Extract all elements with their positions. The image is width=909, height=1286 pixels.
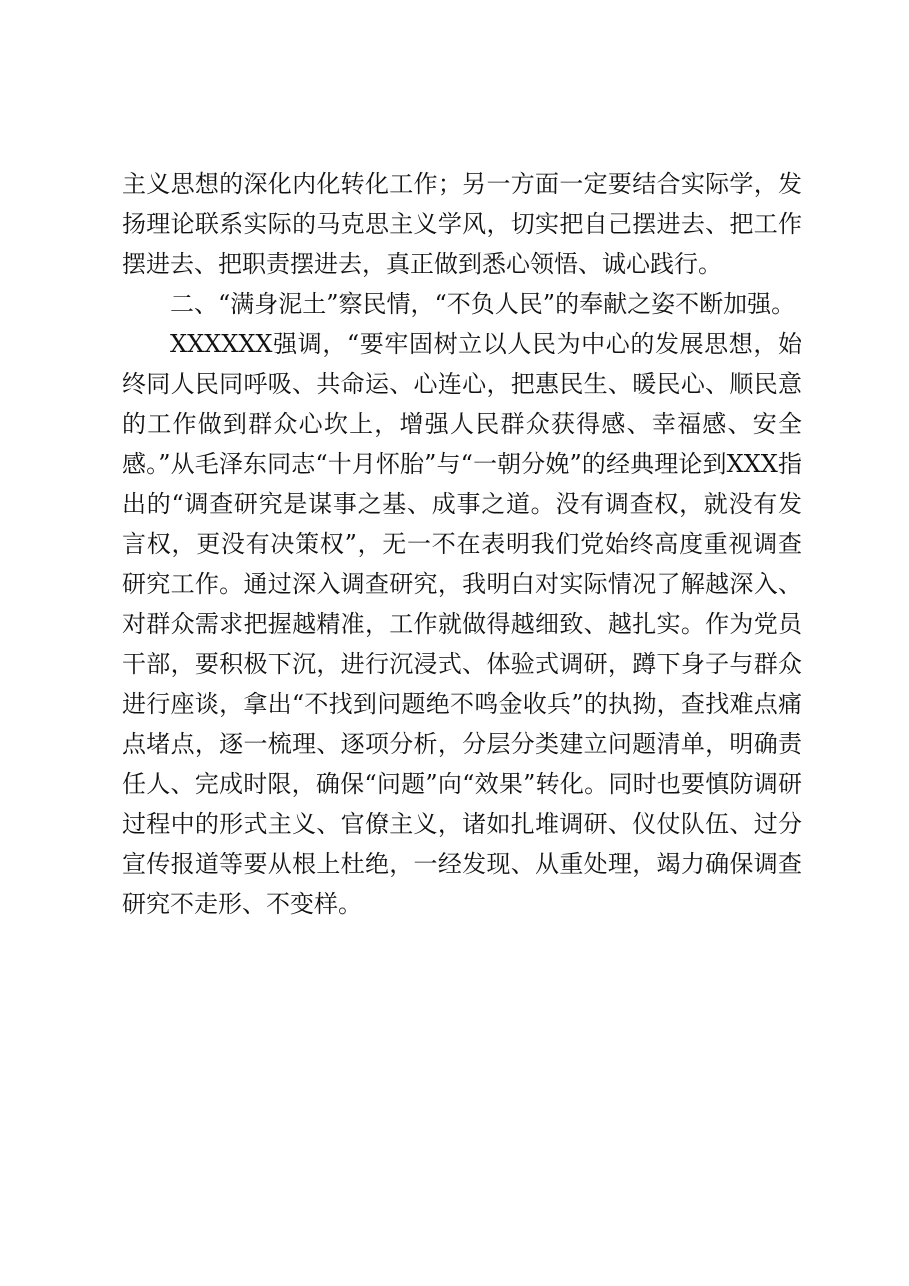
section-heading: 二、“满身泥土”察民情，“不负人民”的奉献之姿不断加强。 (170, 290, 796, 318)
document-body (122, 164, 802, 924)
paragraph-continuation: 主义思想的深化内化转化工作；另一方面一定要结合实际学，发扬理论联系实际的马克思主义学风，切实把自己摆进去、把工作摆进去、把职责摆进去，真正做到悉心领悟、诚心践行。 (122, 170, 802, 278)
paragraph-body: XXXXXX强调，“要牢固树立以人民为中心的发展思想，始终同人民同呼吸、共命运、心连心，把惠民生、暖民心、顺民意的工作做到群众心坎上，增强人民群众获得感、幸福感、安全感。”从毛泽东同志“十月怀胎”与“一朝分娩”的经典理论到XXX指出的“调查研究是谋事之基、成事之道。没有调查权，就没有发言权，更没有决策权”，无一不在表明我们党始终高度重视调查研究工作。通过深入调查研究，我明白对实际情况了解越深入、对群众需求把握越精准，工作就做得越细致、越扎实。作为党员干部，要积极下沉，进行沉浸式、体验式调研，蹲下身子与群众进行座谈，拿出“不找到问题绝不鸣金收兵”的执拗，查找难点痛点堵点，逐一梳理、逐项分析，分层分类建立问题清单，明确责任人、完成时限，确保“问题”向“效果”转化。同时也要慎防调研过程中的形式主义、官僚主义，诸如扎堆调研、仪仗队伍、过分宣传报道等要从根上杜绝，一经发现、从重处理，竭力确保调查研究不走形、不变样。 (122, 330, 802, 918)
